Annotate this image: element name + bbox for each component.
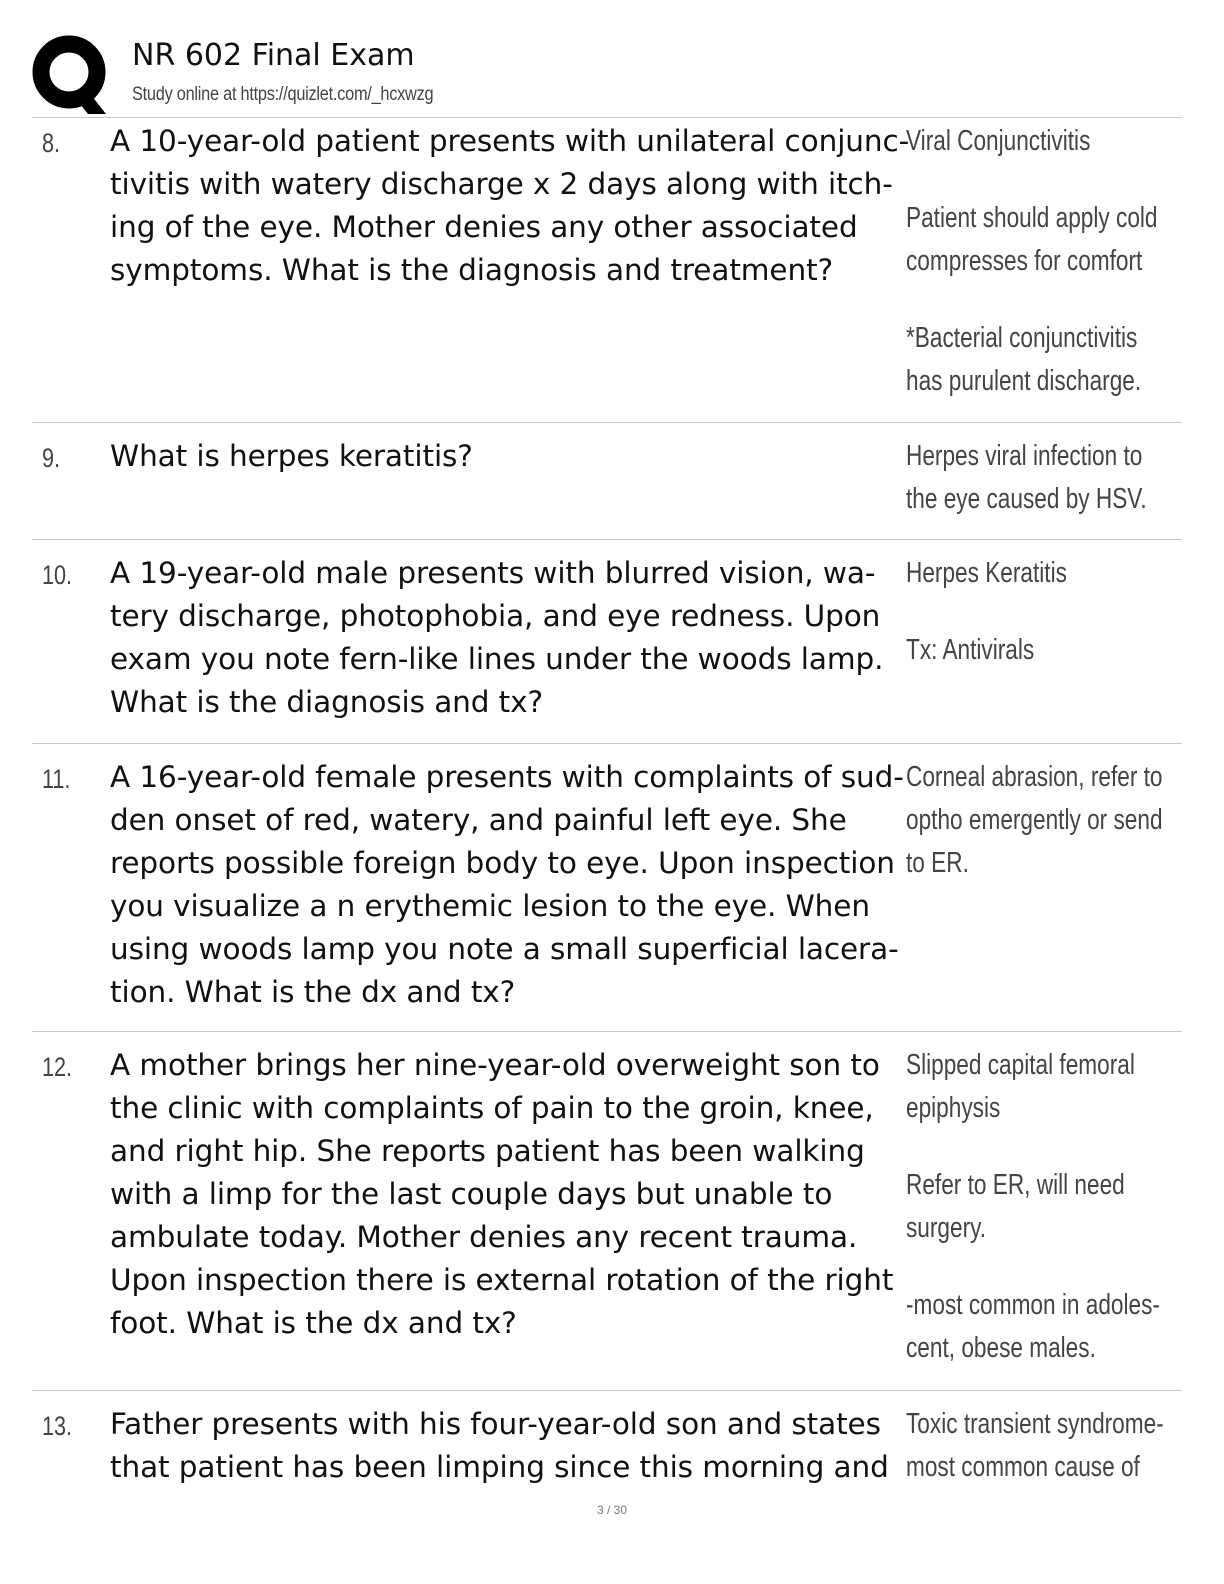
card-number: 8. <box>42 128 61 158</box>
study-online-link[interactable]: Study online at https://quizlet.com/_hcxwzg <box>132 84 434 105</box>
divider <box>32 1390 1182 1391</box>
page-header <box>32 30 1182 114</box>
card-question: Father presents with his four-year-old son and states that patient has been limping since this morning and <box>110 1407 889 1484</box>
divider <box>32 539 1182 540</box>
card-number: 9. <box>42 443 61 473</box>
card-answer: Herpes viral infection to the eye caused by HSV. <box>906 440 1147 515</box>
divider <box>32 1031 1182 1032</box>
card-answer: Slipped capital femoral epiphysis Refer to ER, will need surgery. -most common in adoles- cent, obese males. <box>906 1049 1160 1364</box>
divider <box>32 743 1182 744</box>
card-question: A mother brings her nine-year-old overweight son to the clinic with complaints of pain to the groin, knee, and right hip. She reports patient has been walking with a limp for the last couple days but unable to ambulate today. Mother denies any recent trauma. Upon inspection there is external rotation of the right foot. What is the dx and tx? <box>110 1048 894 1340</box>
card-number: 10. <box>42 560 73 590</box>
card-question: A 16-year-old female presents with complaints of sud- den onset of red, watery, and painful left eye. She reports possible foreign body to eye. Upon inspection you visualize a n erythemic lesion to the eye. When using woods lamp you note a small superficial lacera- tion. What is the dx and tx? <box>110 760 904 1009</box>
card-question: What is herpes keratitis? <box>110 439 473 473</box>
card-number: 12. <box>42 1052 73 1082</box>
divider <box>32 117 1182 118</box>
card-number: 11. <box>42 764 71 794</box>
card-answer: Corneal abrasion, refer to optho emergently or send to ER. <box>906 761 1163 879</box>
card-number: 13. <box>42 1411 73 1441</box>
card-answer: Toxic transient syndrome- most common cause of <box>906 1408 1164 1483</box>
page-title: NR 602 Final Exam <box>132 38 415 73</box>
card-question: A 19-year-old male presents with blurred vision, wa- tery discharge, photophobia, and eye redness. Upon exam you note fern-like lines under the woods lamp. What is the diagnosis and tx? <box>110 556 884 719</box>
quizlet-logo-icon <box>32 34 114 116</box>
divider <box>32 422 1182 423</box>
page-number: 3 / 30 <box>596 1503 628 1517</box>
card-question: A 10-year-old patient presents with unilateral conjunc- tivitis with watery discharge x 2 days along with itch- ing of the eye. Mother denies any other associated symptoms. What is the diagnosis and treatment? <box>110 124 910 287</box>
card-answer: Viral Conjunctivitis Patient should apply cold compresses for comfort *Bacterial conjunctivitis has purulent discharge. <box>906 125 1158 397</box>
card-answer: Herpes Keratitis Tx: Antivirals <box>906 557 1067 666</box>
